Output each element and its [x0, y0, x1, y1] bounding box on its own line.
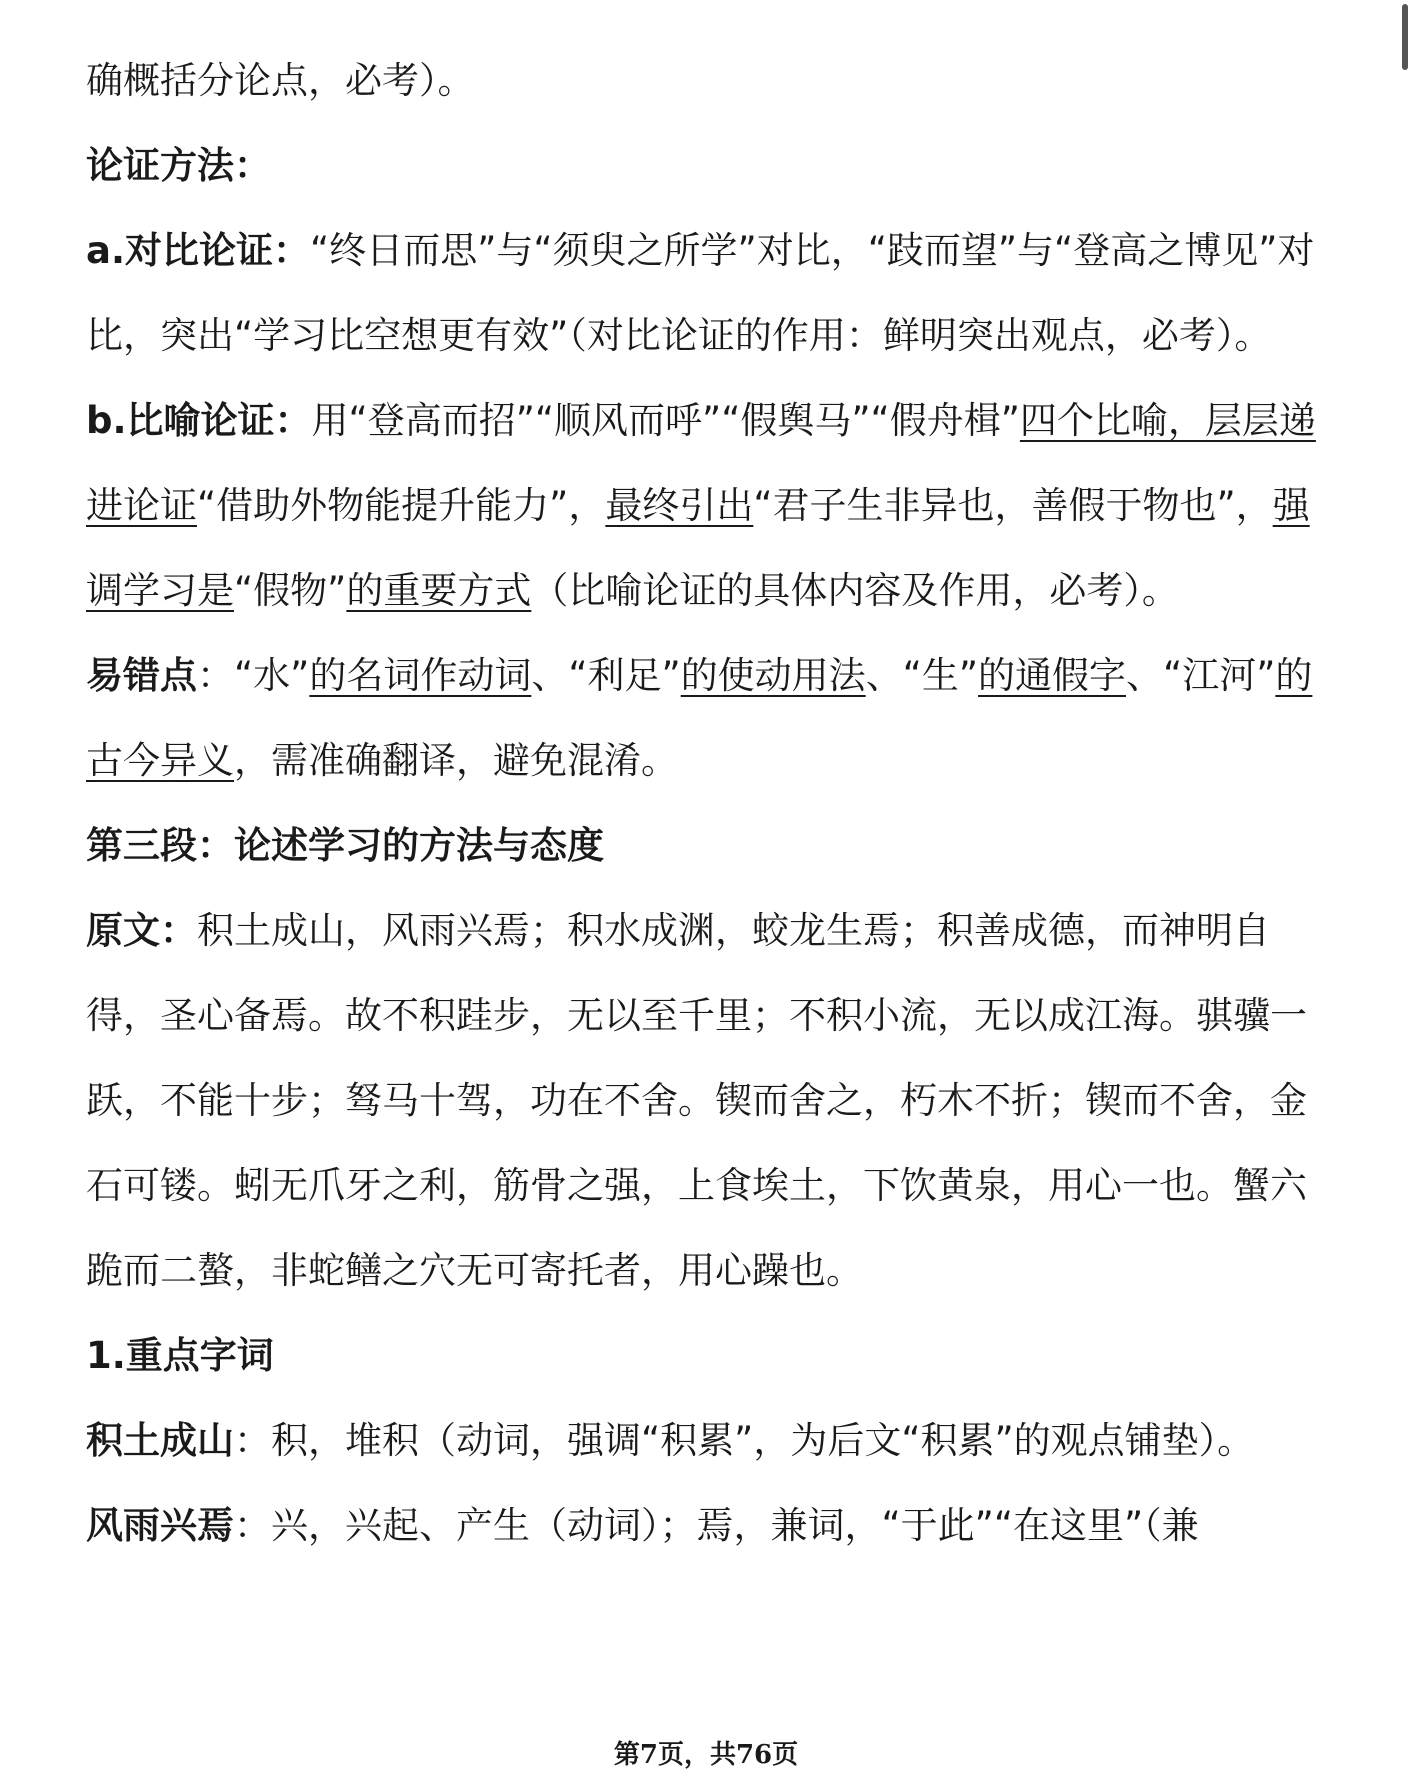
keywords-heading: 1.重点字词: [86, 1334, 274, 1377]
original-label: 原文：: [86, 909, 197, 952]
original-text-paragraph: 原文：积土成山，风雨兴焉；积水成渊，蛟龙生焉；积善成德，而神明自得，圣心备焉。故不积跬步，无以至千里；不积小流，无以成江海。骐骥一跃，不能十步；驽马十驾，功在不舍。锲而舍之，朽木不折；锲而不舍，金石可镂。蚓无爪牙之利，筋骨之强，上食埃土，下饮黄泉，用心一也。蟹六跪而二螯，非蛇鳝之穴无可寄托者，用心躁也。: [86, 909, 1307, 1292]
scrollbar-thumb[interactable]: [1402, 4, 1408, 70]
contrast-argument-paragraph: a.对比论证：“终日而思”与“须臾之所学”对比，“跂而望”与“登高之博见”对比，突出“学习比空想更有效”（对比论证的作用：鲜明突出观点，必考）。: [86, 229, 1315, 357]
methods-heading: 论证方法：: [86, 144, 271, 187]
keyword-item: 积土成山：积，堆积（动词，强调“积累”，为后文“积累”的观点铺垫）。: [86, 1419, 1255, 1462]
document-page: [86, 38, 1326, 1568]
error-label: 易错点: [86, 654, 197, 697]
contrast-label: a.对比论证：: [86, 229, 311, 272]
metaphor-label: b.比喻论证：: [86, 399, 312, 442]
section-three-heading: 第三段：论述学习的方法与态度: [86, 824, 604, 867]
keyword-item: 风雨兴焉：兴，兴起、产生（动词）；焉，兼词，“于此”“在这里”（兼: [86, 1504, 1199, 1547]
page-number: 第7页，共76页: [613, 1740, 799, 1770]
line-continuation: 确概括分论点，必考）。: [86, 59, 475, 102]
error-points-paragraph: 易错点：“水”的名词作动词、“利足”的使动用法、“生”的通假字、“江河”的古今异义，需准确翻译，避免混淆。: [86, 654, 1313, 782]
metaphor-argument-paragraph: b.比喻论证：用“登高而招”“顺风而呼”“假舆马”“假舟楫”四个比喻，层层递进论证“借助外物能提升能力”，最终引出“君子生非异也，善假于物也”，强调学习是“假物”的重要方式（比喻论证的具体内容及作用，必考）。: [86, 399, 1316, 612]
